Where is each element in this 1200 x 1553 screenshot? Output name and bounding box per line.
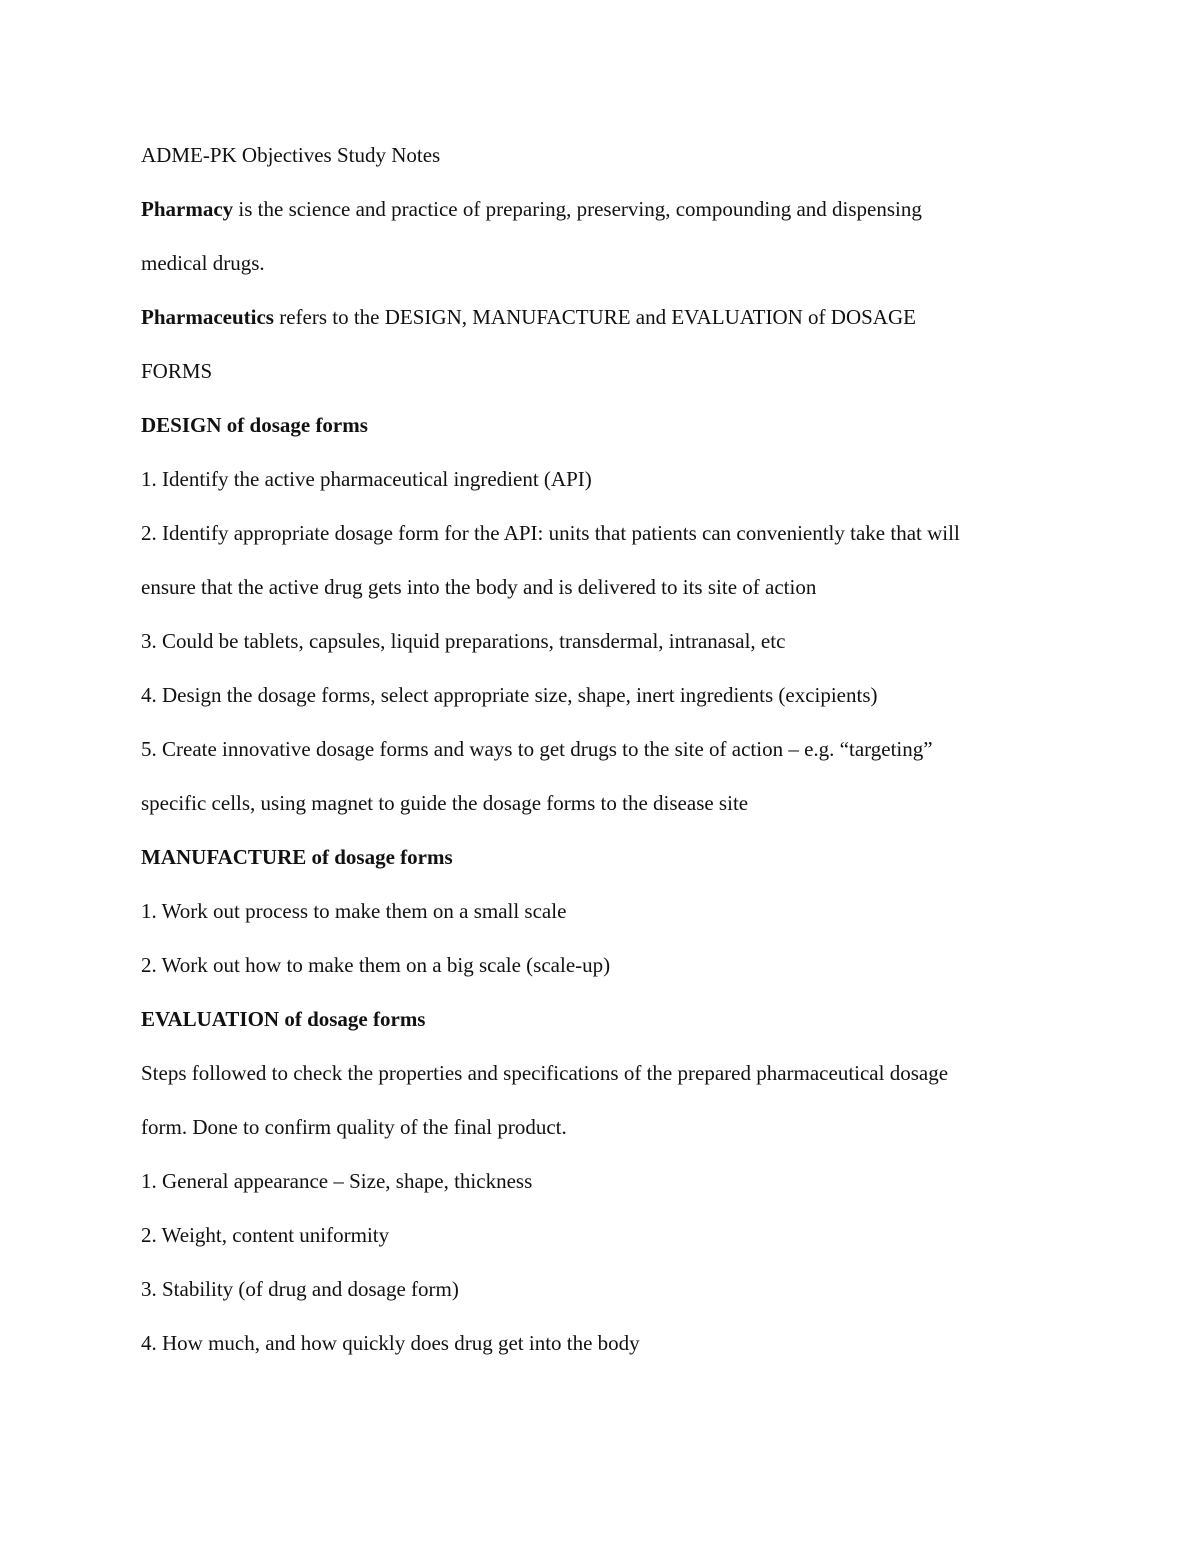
evaluation-intro: Steps followed to check the properties and specifications of the prepared pharmaceutical dosage: [141, 1061, 949, 1085]
design-item-continued: ensure that the active drug gets into the body and is delivered to its site of action: [141, 575, 817, 599]
evaluation-item: 2. Weight, content uniformity: [141, 1223, 390, 1247]
manufacture-heading: MANUFACTURE of dosage forms: [141, 845, 453, 869]
pharmaceutics-definition-continued: FORMS: [141, 359, 213, 383]
evaluation-item: 1. General appearance – Size, shape, thickness: [141, 1169, 533, 1193]
design-item: 4. Design the dosage forms, select appropriate size, shape, inert ingredients (excipients): [141, 683, 878, 707]
pharmaceutics-definition-text: refers to the DESIGN, MANUFACTURE and EVALUATION of DOSAGE: [273, 305, 916, 329]
evaluation-item: 3. Stability (of drug and dosage form): [141, 1277, 459, 1301]
pharmacy-definition: [141, 182, 1071, 236]
document-title: ADME-PK Objectives Study Notes: [141, 143, 441, 167]
manufacture-item: 1. Work out process to make them on a small scale: [141, 899, 567, 923]
pharmacy-definition-text: is the science and practice of preparing, preserving, compounding and dispensing: [233, 197, 922, 221]
design-heading: DESIGN of dosage forms: [141, 413, 368, 437]
design-item: 1. Identify the active pharmaceutical ingredient (API): [141, 467, 592, 491]
pharmacy-term: Pharmacy: [141, 197, 234, 221]
evaluation-heading: EVALUATION of dosage forms: [141, 1007, 426, 1031]
evaluation-intro-continued: form. Done to confirm quality of the final product.: [141, 1115, 567, 1139]
design-item: 5. Create innovative dosage forms and ways to get drugs to the site of action – e.g. “targeting”: [141, 737, 933, 761]
pharmaceutics-definition: [141, 290, 1071, 344]
design-item-continued: specific cells, using magnet to guide the dosage forms to the disease site: [141, 791, 749, 815]
design-item: 2. Identify appropriate dosage form for the API: units that patients can conveniently take that will: [141, 521, 960, 545]
pharmaceutics-term: Pharmaceutics: [141, 305, 274, 329]
document-body: [141, 128, 1071, 1370]
evaluation-item: 4. How much, and how quickly does drug get into the body: [141, 1331, 640, 1355]
pharmacy-definition-continued: medical drugs.: [141, 251, 265, 275]
design-item: 3. Could be tablets, capsules, liquid preparations, transdermal, intranasal, etc: [141, 629, 786, 653]
manufacture-item: 2. Work out how to make them on a big scale (scale-up): [141, 953, 611, 977]
